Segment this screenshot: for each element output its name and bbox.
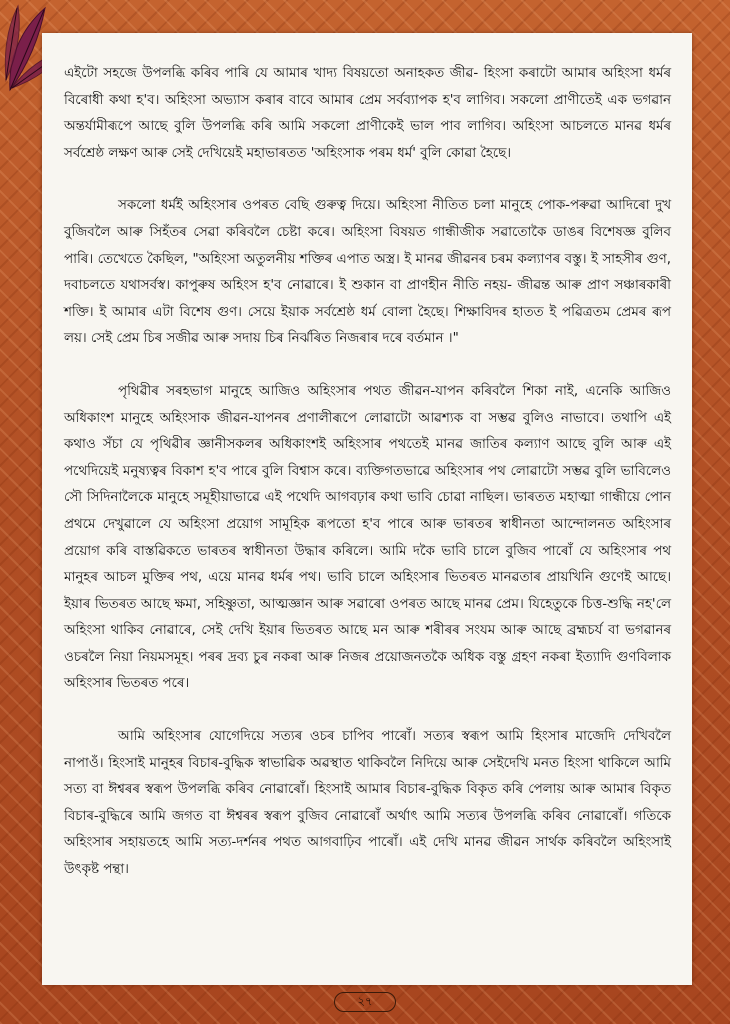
paragraph-4: আমি অহিংসাৰ যোগেদিয়ে সত্যৰ ওচৰ চাপিব পাৰোঁ। সত্যৰ স্বৰূপ আমি হিংসাৰ মাজেদি দেখিবলৈ নাপাওঁ। হিংসাই মানুহৰ বিচাৰ-বুদ্ধিক স্বাভাৱিক অৱস্থাত থাকিবলৈ নিদিয়ে আৰু সেইদেখি মনত হিংসা থাকিলে আমি সত্য বা ঈশ্বৰৰ স্বৰূপ উপলব্ধি কৰিব নোৱাৰোঁ। হিংসাই আমাৰ বিচাৰ-বুদ্ধিক বিকৃত কৰি পেলায় আৰু আমাৰ বিকৃত বিচাৰ-বুদ্ধিৰে আমি জগত বা ঈশ্বৰৰ স্বৰূপ বুজিব নোৱাৰোঁ অৰ্থাৎ আমি সত্যৰ উপলব্ধি কৰিব নোৱাৰোঁ। গতিকে অহিংসাৰ সহায়তহে আমি সত্য-দৰ্শনৰ পথত আগবাঢ়িব পাৰোঁ। এই দেখি মানৱ জীৱন সাৰ্থক কৰিবলৈ অহিংসাই উৎকৃষ্ট পন্থা।	[64, 729, 671, 878]
paragraph-3: পৃথিৱীৰ সৰহভাগ মানুহে আজিও অহিংসাৰ পথত জীৱন-যাপন কৰিবলৈ শিকা নাই, এনেকি আজিও অধিকাংশ মানুহে অহিংসাক জীৱন-যাপনৰ প্ৰণালীৰূপে লোৱাটো আৱশ্যক বা সম্ভৱ বুলিও নাভাবে। তথাপি এই কথাও সঁচা যে পৃথিৱীৰ জ্ঞানীসকলৰ অধিকাংশই অহিংসাৰ পথতেই মানৱ জাতিৰ কল্যাণ আছে বুলি আৰু এই পথেদিয়েই মনুষ্যত্বৰ বিকাশ হ'ব পাৰে বুলি বিশ্বাস কৰে। ব্যক্তিগতভাৱে অহিংসাৰ পথ লোৱাটো সম্ভৱ বুলি ভাবিলেও সৌ সিদিনালৈকে মানুহে সমূহীয়াভাৱে এই পথেদি আগবঢ়াৰ কথা ভাবি চোৱা নাছিল। ভাৰতত মহাত্মা গান্ধীয়ে পোন প্ৰথমে দেখুৱালে যে অহিংসা প্ৰয়োগ সামূহিক ৰূপতো হ'ব পাৰে আৰু ভাৰতৰ স্বাধীনতা আন্দোলনত অহিংসাৰ প্ৰয়োগ কৰি বাস্তৱিকতে ভাৰতৰ স্বাধীনতা উদ্ধাৰ কৰিলে। আমি দকৈ ভাবি চালে বুজিব পাৰোঁ যে অহিংসাৰ পথ মানুহৰ আচল মুক্তিৰ পথ, এয়ে মানৱ ধৰ্মৰ পথ। ভাবি চালে অহিংসাৰ ভিতৰত মানৱতাৰ প্ৰায়খিনি গুণেই আছে। ইয়াৰ ভিতৰত আছে ক্ষমা, সহিষ্ণুতা, আত্মজ্ঞান আৰু সৱাৰো ওপৰত আছে মানৱ প্ৰেম। যিহেতুকে চিত্ত-শুদ্ধি নহ'লে অহিংসা থাকিব নোৱাৰে, সেই দেখি ইয়াৰ ভিতৰত আছে মন আৰু শৰীৰৰ সংযম আৰু আছে ব্ৰহ্মচৰ্য বা ভগৱানৰ ওচৰলৈ নিয়া নিয়মসমূহ। পৰৰ দ্ৰব্য চুৰ নকৰা আৰু নিজৰ প্ৰয়োজনতকৈ অধিক বস্তু গ্ৰহণ নকৰা ইত্যাদি গুণবিলাক অহিংসাৰ ভিতৰত পৰে।	[64, 383, 671, 692]
paragraph-2: সকলো ধৰ্মই অহিংসাৰ ওপৰত বেছি গুৰুত্ব দিয়ে। অহিংসা নীতিত চলা মানুহে পোক-পৰুৱা আদিৰো দুখ বুজিবলৈ আৰু সিহঁতৰ সেৱা কৰিবলৈ চেষ্টা কৰে। অহিংসা বিষয়ত গান্ধীজীক সৱাতোকৈ ডাঙৰ বিশেষজ্ঞ বুলিব পাৰি। তেখেতে কৈছিল, "অহিংসা অতুলনীয় শক্তিৰ এপাত অস্ত্ৰ। ই মানৱ জীৱনৰ চৰম কল্যাণৰ বস্তু। ই সাহসীৰ গুণ, দবাচলতে যথাসৰ্বস্ব। কাপুৰুষ অহিংস হ'ব নোৱাৰে। ই শুকান বা প্ৰাণহীন নীতি নহয়- জীৱন্ত আৰু প্ৰাণ সঞ্চাৰকাৰী শক্তি। ই আমাৰ এটা বিশেষ গুণ। সেয়ে ইয়াক সৰ্বশ্ৰেষ্ঠ ধৰ্ম বোলা হৈছে। শিক্ষাবিদৰ হাতত ই পৱিত্ৰতম প্ৰেমৰ ৰূপ লয়। সেই প্ৰেম চিৰ সজীৱ আৰু সদায় চিৰ নিৰ্ঝৰিত নিজৰাৰ দৰে বৰ্তমান ।"	[64, 198, 671, 347]
document-page	[42, 33, 692, 985]
page-number: ২৭	[334, 992, 396, 1012]
paragraph-1: এইটো সহজে উপলব্ধি কৰিব পাৰি যে আমাৰ খাদ্য বিষয়তো অনাহকত জীৱ- হিংসা কৰাটো আমাৰ অহিংসা ধৰ্মৰ বিৰোধী কথা হ'ব। অহিংসা অভ্যাস কৰাৰ বাবে আমাৰ প্ৰেম সৰ্বব্যাপক হ'ব লাগিব। সকলো প্ৰাণীতেই এক ভগৱান অন্তৰ্যামীৰূপে আছে বুলি উপলব্ধি কৰি আমি সকলো প্ৰাণীকেই ভাল পাব লাগিব। অহিংসা আচলতে মানৱ ধৰ্মৰ সৰ্বশ্ৰেষ্ঠ লক্ষণ আৰু সেই দেখিয়েই মহাভাৰতত 'অহিংসাক পৰম ধৰ্ম' বুলি কোৱা হৈছে।	[64, 66, 671, 161]
